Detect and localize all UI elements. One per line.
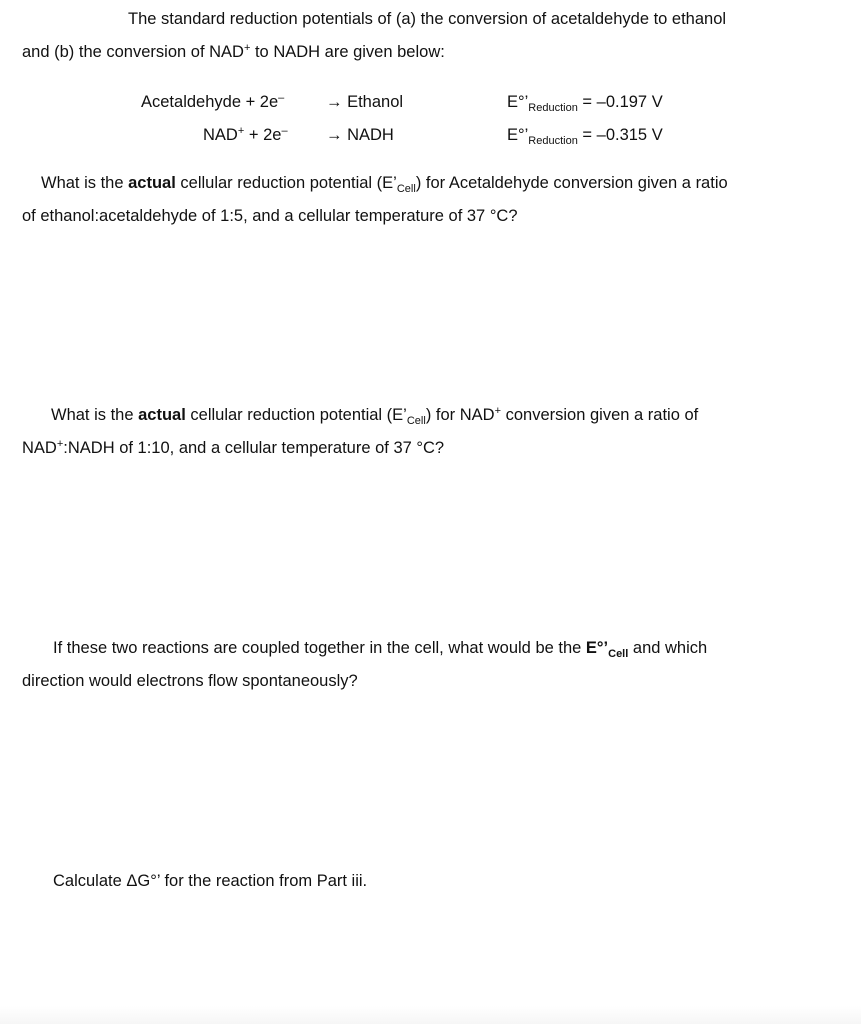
- emphasis-actual: actual: [128, 174, 176, 192]
- intro-line-2: [22, 36, 810, 69]
- question-3-line-2: direction would electrons flow spontaneously?: [22, 672, 358, 690]
- emphasis-actual: actual: [138, 406, 186, 424]
- question-1: [22, 167, 810, 233]
- equation-potential: $E^\circ’_{Reduction} = -0.197$ V: [507, 93, 663, 114]
- page-bottom-edge: [0, 1006, 861, 1024]
- equation-reactant: NAD+ + 2e–: [203, 125, 288, 144]
- question-3: [22, 632, 810, 698]
- question-4-line-1: Calculate ΔG°’ for the reaction from Part iii.: [53, 872, 368, 890]
- equation-product: → NADH: [326, 126, 394, 144]
- emphasis-e-cell: $E^\circ’_{Cell}$: [585, 639, 629, 660]
- equation-product: → Ethanol: [326, 93, 404, 111]
- arrow-right-icon: →: [326, 126, 343, 144]
- equation-nad: [0, 121, 861, 149]
- arrow-right-icon: →: [326, 93, 343, 111]
- equation-reactant: Acetaldehyde + 2e–: [141, 92, 285, 111]
- question-2-line-1: What is the actual cellular reduction potential $(E’_{Cell})$ for NAD+ conversion given a ratio of: [51, 405, 699, 427]
- question-3-line-1: If these two reactions are coupled together in the cell, what would be the $E^\circ’_{Cell}$ and which: [53, 639, 708, 660]
- intro-paragraph: [22, 3, 810, 69]
- equation-acetaldehyde: [0, 88, 861, 116]
- intro-line-2-tail: to NADH are given below:: [250, 43, 445, 61]
- equation-potential: $E^\circ’_{Reduction} = -0.315$ V: [507, 126, 663, 147]
- superscript-plus: +: [243, 42, 251, 54]
- question-4: [22, 865, 810, 898]
- question-2: [22, 399, 810, 465]
- intro-line-2-text: and (b) the conversion of NAD: [22, 43, 244, 61]
- question-2-line-2: NAD+:NADH of 1:10, and a cellular temperature of 37 °C?: [22, 438, 445, 457]
- intro-line-1: The standard reduction potentials of (a) the conversion of acetaldehyde to ethanol: [128, 10, 727, 28]
- question-1-line-1: What is the actual cellular reduction potential $(E’_{Cell})$ for Acetaldehyde conversion given a ratio: [41, 174, 728, 195]
- question-1-line-2: of ethanol:acetaldehyde of 1:5, and a cellular temperature of 37 °C?: [22, 207, 518, 225]
